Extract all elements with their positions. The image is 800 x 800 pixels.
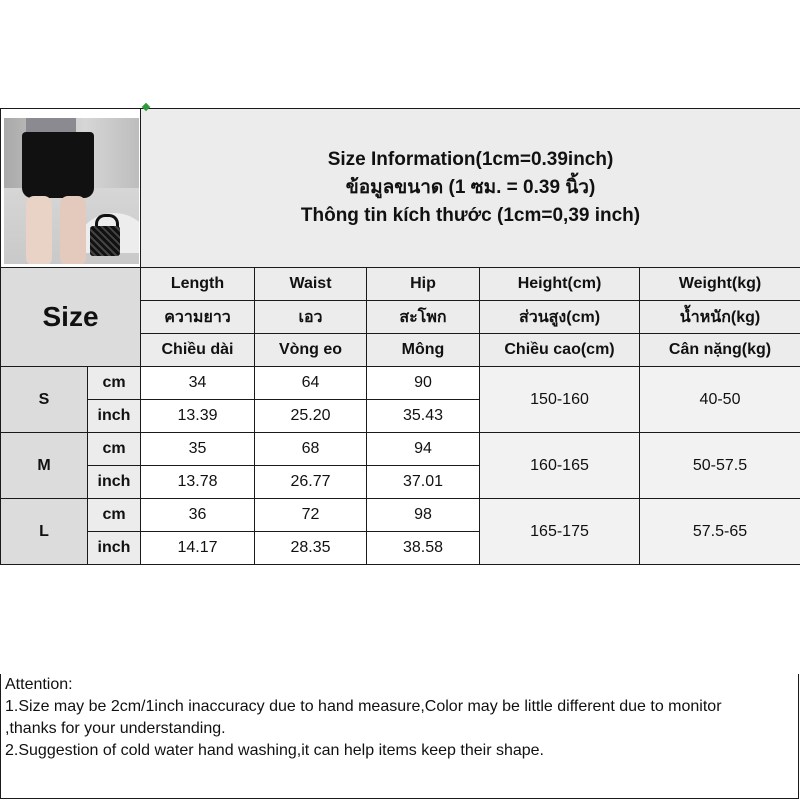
- hip-value: 38.58: [367, 532, 480, 565]
- hip-value: 37.01: [367, 466, 480, 499]
- col-hip-vi: Mông: [367, 334, 480, 367]
- attention-notes: [0, 674, 799, 799]
- unit-label: inch: [88, 532, 141, 565]
- waist-value: 72: [255, 499, 367, 532]
- info-title-th: ข้อมูลขนาด (1 ซม. = 0.39 นิ้ว): [345, 177, 596, 198]
- length-value: 13.78: [141, 466, 255, 499]
- attention-note-1: 1.Size may be 2cm/1inch inaccuracy due to hand measure,Color may be little different due to monitor: [5, 698, 722, 715]
- height-range: 160-165: [480, 433, 640, 499]
- col-weight-th: น้ำหนัก(kg): [640, 301, 800, 334]
- waist-value: 28.35: [255, 532, 367, 565]
- weight-range: 40-50: [640, 367, 800, 433]
- unit-label: cm: [88, 499, 141, 532]
- unit-label: cm: [88, 367, 141, 400]
- col-waist-th: เอว: [255, 301, 367, 334]
- size-label: M: [1, 433, 88, 499]
- product-photo: [4, 118, 139, 264]
- hip-value: 94: [367, 433, 480, 466]
- col-waist-vi: Vòng eo: [255, 334, 367, 367]
- product-photo-cell: [1, 109, 141, 268]
- size-label: L: [1, 499, 88, 565]
- col-weight-en: Weight(kg): [640, 268, 800, 301]
- unit-label: inch: [88, 466, 141, 499]
- hip-value: 90: [367, 367, 480, 400]
- waist-value: 25.20: [255, 400, 367, 433]
- weight-range: 50-57.5: [640, 433, 800, 499]
- col-length-en: Length: [141, 268, 255, 301]
- attention-note-2: 2.Suggestion of cold water hand washing,it can help items keep their shape.: [5, 742, 544, 759]
- size-table: [0, 108, 800, 565]
- size-info-heading: [141, 109, 800, 268]
- col-length-th: ความยาว: [141, 301, 255, 334]
- col-length-vi: Chiều dài: [141, 334, 255, 367]
- height-range: 165-175: [480, 499, 640, 565]
- table-row: [1, 367, 800, 400]
- col-hip-th: สะโพก: [367, 301, 480, 334]
- attention-note-1-cont: ,thanks for your understanding.: [5, 720, 226, 737]
- height-range: 150-160: [480, 367, 640, 433]
- size-label: S: [1, 367, 88, 433]
- table-row: [1, 433, 800, 466]
- waist-value: 68: [255, 433, 367, 466]
- size-chart: [0, 108, 800, 759]
- col-height-vi: Chiều cao(cm): [480, 334, 640, 367]
- unit-label: cm: [88, 433, 141, 466]
- size-header: Size: [1, 268, 141, 367]
- col-weight-vi: Cân nặng(kg): [640, 334, 800, 367]
- info-title-vi: Thông tin kích thước (1cm=0,39 inch): [300, 205, 641, 226]
- weight-range: 57.5-65: [640, 499, 800, 565]
- table-row: [1, 499, 800, 532]
- length-value: 13.39: [141, 400, 255, 433]
- info-title-en: Size Information(1cm=0.39inch): [327, 149, 614, 170]
- col-height-en: Height(cm): [480, 268, 640, 301]
- col-hip-en: Hip: [367, 268, 480, 301]
- length-value: 14.17: [141, 532, 255, 565]
- unit-label: inch: [88, 400, 141, 433]
- col-height-th: ส่วนสูง(cm): [480, 301, 640, 334]
- hip-value: 35.43: [367, 400, 480, 433]
- col-waist-en: Waist: [255, 268, 367, 301]
- length-value: 36: [141, 499, 255, 532]
- attention-title: Attention:: [5, 676, 73, 693]
- length-value: 34: [141, 367, 255, 400]
- hip-value: 98: [367, 499, 480, 532]
- waist-value: 64: [255, 367, 367, 400]
- waist-value: 26.77: [255, 466, 367, 499]
- length-value: 35: [141, 433, 255, 466]
